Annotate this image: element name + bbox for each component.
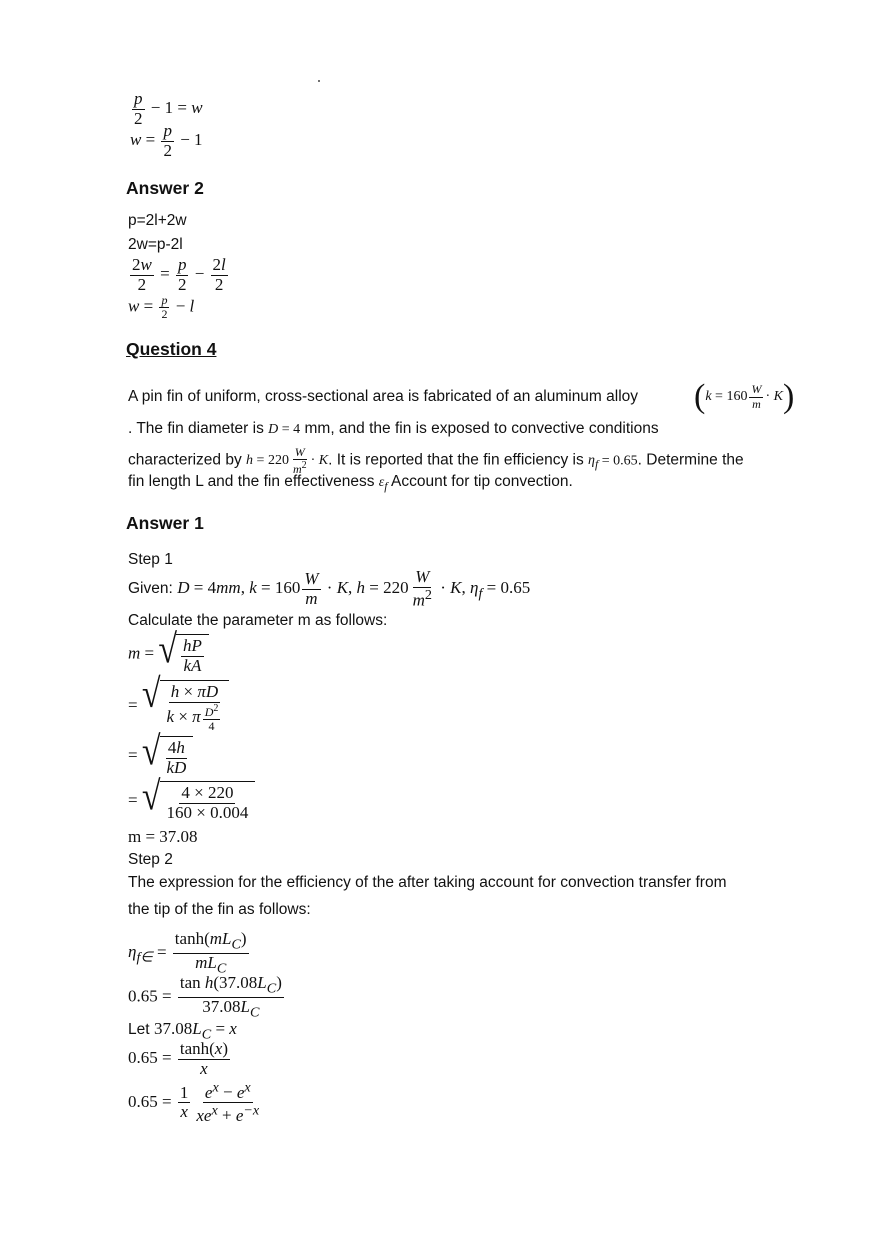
equation-w-2: w = $\frac{p}{2}$ − 1 xyxy=(130,121,203,160)
equation-w-result: w = $\frac{p}{2}$ − l xyxy=(128,293,195,322)
answer2-line-1: p=2l+2w xyxy=(128,212,187,229)
stray-dot xyxy=(318,80,320,82)
question-text-1: A pin fin of uniform, cross-sectional area is fabricated of an aluminum alloy xyxy=(128,388,639,405)
question-line-2: . The fin diameter is D = 4 mm, and the fin is exposed to convective conditions xyxy=(128,420,659,437)
given-line: Given: D = 4mm, k = 160 $\frac{W}{m}$ · K, h = 220 $\frac{W}{m^2}$ · K, $\eta_f = 0.65$ xyxy=(128,567,531,610)
question-text-3b: . It is reported that the fin efficiency is xyxy=(328,451,584,469)
calc-m-text: Calculate the parameter m as follows: xyxy=(128,612,388,629)
efficiency-text-2: the tip of the fin as follows: xyxy=(128,901,311,918)
step2-label: Step 2 xyxy=(128,851,173,868)
efficiency-text-1: The expression for the efficiency of the after taking account for convection transfer from xyxy=(128,874,727,891)
question-text-2b: mm, and the fin is exposed to convective conditions xyxy=(304,420,659,437)
given-label: Given: xyxy=(128,579,173,597)
answer1-heading: Answer 1 xyxy=(126,513,204,533)
question-line-4: fin length L and the fin effectiveness $\varepsilon_f$ Account for tip convection. xyxy=(128,473,573,493)
eta-eq-3: 0.65 = $\frac{\tanh(x)}{x}$ xyxy=(128,1039,228,1078)
k-value-paren: (k = 160 $\frac{W}{m}$ · K) xyxy=(694,378,795,415)
m-eq-1: m = √ $\frac{hP}{kA}$ xyxy=(128,634,209,675)
m-eq-2: = √ h × πD k × π $\frac{D^2}{4}$ xyxy=(128,680,229,733)
eta-eq-2: 0.65 = $\frac{\tan h(37.08L_C)}{37.08L_C}$ xyxy=(128,973,282,1021)
equation-2w-div: $\frac{2w}{2}$ = $\frac{p}{2}$ − $\frac{2l}{2}$ xyxy=(132,255,226,294)
question4-heading: Question 4 xyxy=(126,339,217,359)
question-text-2a: . The fin diameter is xyxy=(128,420,264,437)
eta-eq-4: 0.65 = $\frac{1}{x}$ $\frac{e^x - e^x}{xe^x + e^{-x}}$ xyxy=(128,1079,260,1125)
answer2-line-2: 2w=p-2l xyxy=(128,236,183,253)
m-eq-3: = √ $\frac{4h}{kD}$ xyxy=(128,736,193,777)
question-text-3c: . Determine the xyxy=(637,451,744,469)
let-line: Let $37.08L_C = x$ xyxy=(128,1019,237,1043)
eta-eq-1: $\eta_{f\in}$ = $\frac{\tanh(mL_C)}{mL_C}$ xyxy=(128,929,247,977)
question-line-3: characterized by h = 220 $\frac{W}{m^2}$ · K. It is reported that the fin efficiency is $\eta_f = 0.65$. Determine the xyxy=(128,445,744,477)
efficiency-text xyxy=(128,869,727,923)
question-text-3a: characterized by xyxy=(128,451,242,469)
question-text-4a: fin length L and the fin effectiveness xyxy=(128,473,375,490)
let-label: Let xyxy=(128,1021,150,1038)
question-line-1 xyxy=(128,388,638,406)
step1-label: Step 1 xyxy=(128,551,173,568)
question-text-4b: Account for tip convection. xyxy=(391,473,573,490)
answer2-heading: Answer 2 xyxy=(126,178,204,198)
equation-w-1: $\frac{p}{2}$ − 1 = w xyxy=(134,89,203,128)
m-result: m = 37.08 xyxy=(128,827,198,846)
m-eq-4: = √ $\frac{4 \times 220}{160 \times 0.004}$ xyxy=(128,781,255,822)
